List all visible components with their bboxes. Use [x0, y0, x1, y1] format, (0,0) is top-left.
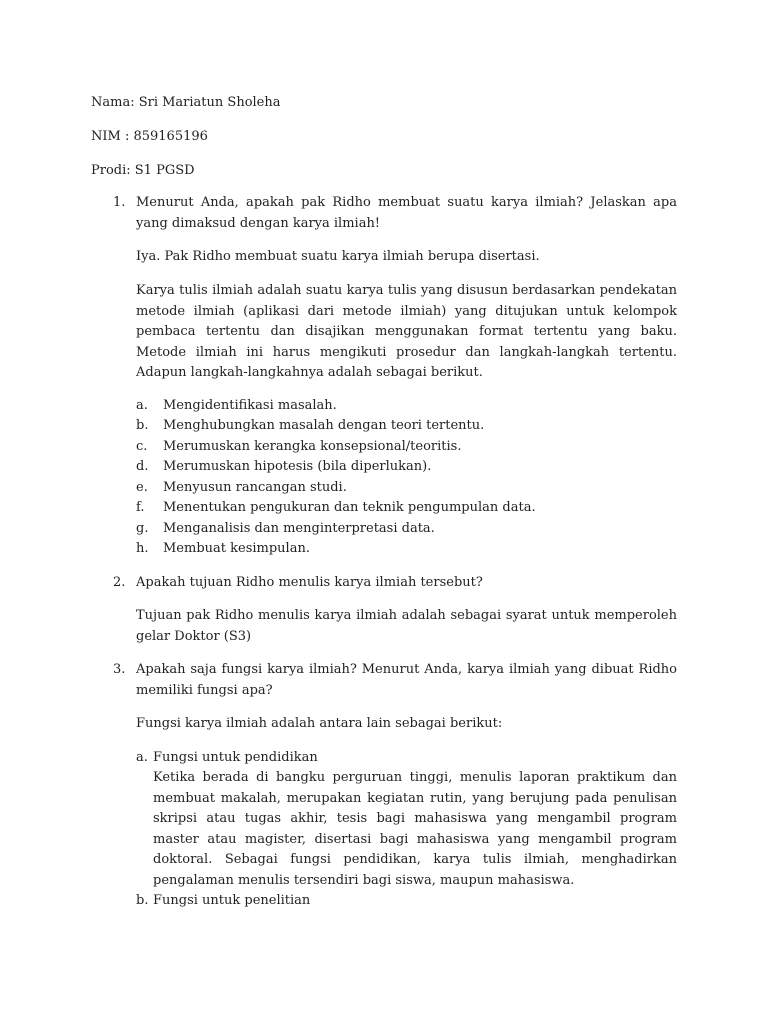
answer-1-definition: Karya tulis ilmiah adalah suatu karya tulis yang disusun berdasarkan pendekatan metode ilmiah (aplikasi dari metode ilmiah) yang ditujukan untuk kelompok pembaca tertentu dan disajikan menggunakan format tertentu yang baku. Metode ilmiah ini harus mengikuti prosedur dan langkah-langkah tertentu. Adapun langkah-langkahnya adalah sebagai berikut.: [136, 283, 677, 380]
step-letter: g.: [136, 521, 149, 536]
question-1-text: Menurut Anda, apakah pak Ridho membuat suatu karya ilmiah? Jelaskan apa yang dimaksud dengan karya ilmiah!: [136, 195, 677, 231]
step-letter: h.: [136, 541, 149, 556]
step-text: Menganalisis dan menginterpretasi data.: [163, 521, 435, 536]
step-letter: b.: [136, 418, 149, 433]
fungsi-b-letter: b.: [136, 893, 149, 908]
step-text: Merumuskan hipotesis (bila diperlukan).: [163, 459, 432, 474]
step-text: Merumuskan kerangka konsepsional/teoritis.: [163, 439, 462, 454]
step-text: Membuat kesimpulan.: [163, 541, 310, 556]
step-text: Menghubungkan masalah dengan teori tertentu.: [163, 418, 485, 433]
step-letter: c.: [136, 439, 148, 454]
student-prodi: Prodi: S1 PGSD: [91, 163, 195, 178]
step-letter: f.: [136, 500, 145, 515]
fungsi-a-body: Ketika berada di bangku perguruan tinggi, menulis laporan praktikum dan membuat makalah, merupakan kegiatan rutin, yang berujung pada penulisan skripsi atau tugas akhir, tesis bagi mahasiswa yang mengambil program master atau magister, disertasi bagi mahasiswa yang mengambil program doktoral. Sebagai fungsi pendidikan, karya tulis ilmiah, menghadirkan pengalaman menulis tersendiri bagi siswa, maupun mahasiswa.: [153, 770, 677, 888]
step-letter: a.: [136, 398, 148, 413]
question-1-number: 1.: [113, 195, 126, 210]
question-3-number: 3.: [113, 662, 126, 677]
question-2-number: 2.: [113, 575, 126, 590]
step-text: Menentukan pengukuran dan teknik pengumpulan data.: [163, 500, 536, 515]
fungsi-a-letter: a.: [136, 750, 148, 765]
answer-1-line: Iya. Pak Ridho membuat suatu karya ilmiah berupa disertasi.: [136, 249, 540, 264]
step-letter: d.: [136, 459, 149, 474]
step-text: Mengidentifikasi masalah.: [163, 398, 337, 413]
student-name: Nama: Sri Mariatun Sholeha: [91, 95, 281, 110]
student-nim: NIM : 859165196: [91, 129, 208, 144]
fungsi-a-title: Fungsi untuk pendidikan: [153, 750, 318, 765]
step-text: Menyusun rancangan studi.: [163, 480, 347, 495]
answer-2-text: Tujuan pak Ridho menulis karya ilmiah adalah sebagai syarat untuk memperoleh gelar Doktor (S3): [136, 608, 677, 644]
step-letter: e.: [136, 480, 148, 495]
question-2-text: Apakah tujuan Ridho menulis karya ilmiah tersebut?: [136, 575, 483, 590]
question-3-text: Apakah saja fungsi karya ilmiah? Menurut Anda, karya ilmiah yang dibuat Ridho memiliki fungsi apa?: [136, 662, 677, 698]
fungsi-intro: Fungsi karya ilmiah adalah antara lain sebagai berikut:: [136, 716, 503, 731]
fungsi-b-title: Fungsi untuk penelitian: [153, 893, 311, 908]
